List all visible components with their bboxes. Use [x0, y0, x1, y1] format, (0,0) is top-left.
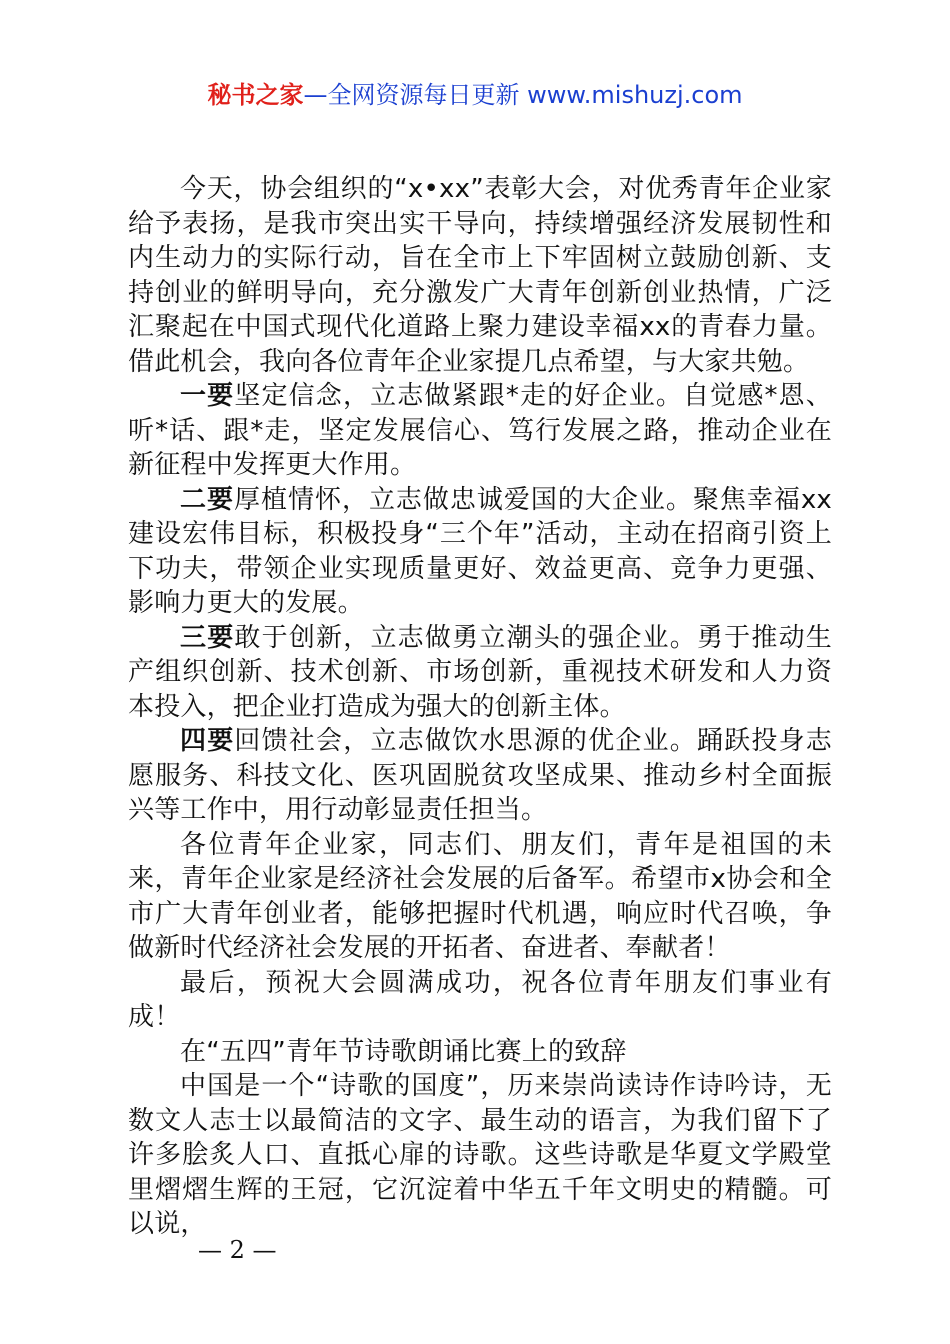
paragraph-closing — [128, 828, 832, 966]
paragraph-point-4 — [128, 724, 832, 828]
brand-name: 秘书之家 — [207, 81, 304, 109]
paragraph-lead: 二要 — [180, 484, 234, 515]
paragraph-lead: 一要 — [180, 381, 235, 411]
header-tagline: —全网资源每日更新 — [303, 81, 520, 109]
paragraph-lead: 四要 — [180, 726, 235, 756]
document-body — [128, 172, 832, 1242]
paragraph-intro — [128, 172, 832, 379]
paragraph-text: 敢于创新，立志做勇立潮头的强企业。勇于推动生产组织创新、技术创新、市场创新，重视技术研发和人力资本投入，把企业打造成为强大的创新主体。 — [128, 622, 832, 722]
paragraph-poetry — [128, 1069, 832, 1242]
page-header — [0, 78, 950, 112]
paragraph-text: 厚植情怀，立志做忠诚爱国的大企业。聚焦幸福xx建设宏伟目标，积极投身“三个年”活动，主动在招商引资上下功夫，带领企业实现质量更好、效益更高、竞争力更强、影响力更大的发展。 — [128, 484, 832, 618]
page-number: — 2 — — [198, 1236, 277, 1264]
paragraph-wishes — [128, 966, 832, 1035]
paragraph-text: 在“五四”青年节诗歌朗诵比赛上的致辞 — [180, 1036, 627, 1067]
paragraph-lead: 三要 — [180, 622, 235, 653]
paragraph-point-1 — [128, 379, 832, 483]
paragraph-text: 中国是一个“诗歌的国度”，历来崇尚读诗作诗吟诗，无数文人志士以最简洁的文字、最生动的语言，为我们留下了许多脍炙人口、直抵心扉的诗歌。这些诗歌是华夏文学殿堂里熠熠生辉的王冠，它沉淀着中华五千年文明史的精髓。可以说， — [128, 1071, 832, 1239]
paragraph-text: 各位青年企业家，同志们、朋友们，青年是祖国的未来，青年企业家是经济社会发展的后备军。希望市x协会和全市广大青年创业者，能够把握时代机遇，响应时代召唤，争做新时代经济社会发展的开拓者、奋进者、奉献者！ — [128, 829, 832, 963]
paragraph-text: 回馈社会，立志做饮水思源的优企业。踊跃投身志愿服务、科技文化、医巩固脱贫攻坚成果、推动乡村全面振兴等工作中，用行动彰显责任担当。 — [128, 726, 832, 825]
paragraph-text: 最后，预祝大会圆满成功，祝各位青年朋友们事业有成！ — [128, 967, 832, 1032]
paragraph-text: 今天，协会组织的“x•xx”表彰大会，对优秀青年企业家给予表扬，是我市突出实干导向，持续增强经济发展韧性和内生动力的实际行动，旨在全市上下牢固树立鼓励创新、支持创业的鲜明导向，充分激发广大青年创新创业热情，广泛汇聚起在中国式现代化道路上聚力建设幸福xx的青春力量。借此机会，我向各位青年企业家提几点希望，与大家共勉。 — [128, 174, 832, 377]
paragraph-point-3 — [128, 621, 832, 725]
paragraph-text: 坚定信念，立志做紧跟*走的好企业。自觉感*恩、听*话、跟*走，坚定发展信心、笃行发展之路，推动企业在新征程中发挥更大作用。 — [128, 381, 832, 480]
section-title — [128, 1035, 832, 1070]
header-url[interactable]: www.mishuzj.com — [527, 81, 743, 109]
paragraph-point-2 — [128, 483, 832, 621]
